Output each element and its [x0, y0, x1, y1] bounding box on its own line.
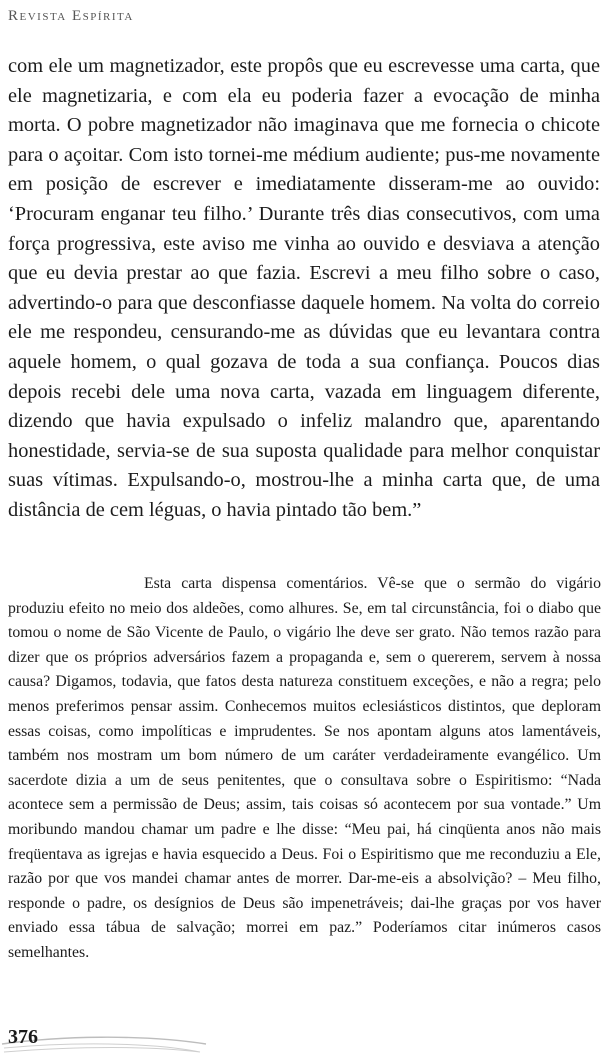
- page-number: 376: [8, 1026, 38, 1048]
- commentary-paragraph: Esta carta dispensa comentários. Vê-se que o sermão do vigário produziu efeito no meio dos aldeões, como alhures. Se, em tal circunstância, foi o diabo que tomou o nome de São Vicente de Paulo, o vigário lhe deve ser grato. Não temos razão para dizer que os próprios adversários fazem a propaganda e, sem o quererem, servem à nossa causa? Digamos, todavia, que fatos desta natureza constituem exceções, e não a regra; pelo menos preferimos pensar assim. Conhecemos muitos eclesiásticos distintos, que deploram essas coisas, como impolíticas e imprudentes. Se nos apontam alguns atos lamentáveis, também nos mostram um bom número de um caráter verdadeiramente evangélico. Um sacerdote dizia a um de seus penitentes, que o consultava sobre o Espiritismo: “Nada acontece sem a permissão de Deus; assim, tais coisas só acontecem por sua vontade.” Um moribundo mandou chamar um padre e lhe disse: “Meu pai, há cinqüenta anos não mais freqüentava as igrejas e havia esquecido a Deus. Foi o Espiritismo que me reconduziu a Ele, razão por que vos mandei chamar antes de morrer. Dar-me-eis a absolvição? – Meu filho, responde o padre, os desígnios de Deus são impenetráveis; dai-lhe graças por vos haver enviado essa tábua de salvação; morrei em paz.” Poderíamos citar inúmeros casos semelhantes.: [8, 575, 601, 961]
- editorial-commentary: [8, 572, 601, 966]
- running-header: Revista Espírita: [8, 8, 134, 24]
- quoted-letter-block: [8, 52, 600, 526]
- quote-paragraph: com ele um magnetizador, este propôs que eu escrevesse uma carta, que ele magnetizaria, e com ela eu poderia fazer a evocação de minha morta. O pobre magnetizador não imaginava que me fornecia o chicote para o açoitar. Com isto tornei-me médium audiente; pus-me novamente em posição de escrever e imediatamente disseram-me ao ouvido: ‘Procuram enganar teu filho.’ Durante três dias consecutivos, com uma força progressiva, este aviso me vinha ao ouvido e desviava a atenção que eu devia prestar ao que fazia. Escrevi a meu filho sobre o caso, advertindo-o para que desconfiasse daquele homem. Na volta do correio ele me respondeu, censurando-me as dúvidas que eu levantara contra aquele homem, o qual gozava de toda a sua confiança. Poucos dias depois recebi dele uma nova carta, vazada em linguagem diferente, dizendo que havia expulsado o infeliz malandro que, aparentando honestidade, servia-se de sua suposta qualidade para melhor conquistar suas vítimas. Expulsando-o, mostrou-lhe a minha carta que, de uma distância de cem léguas, o havia pintado tão bem.”: [8, 55, 600, 521]
